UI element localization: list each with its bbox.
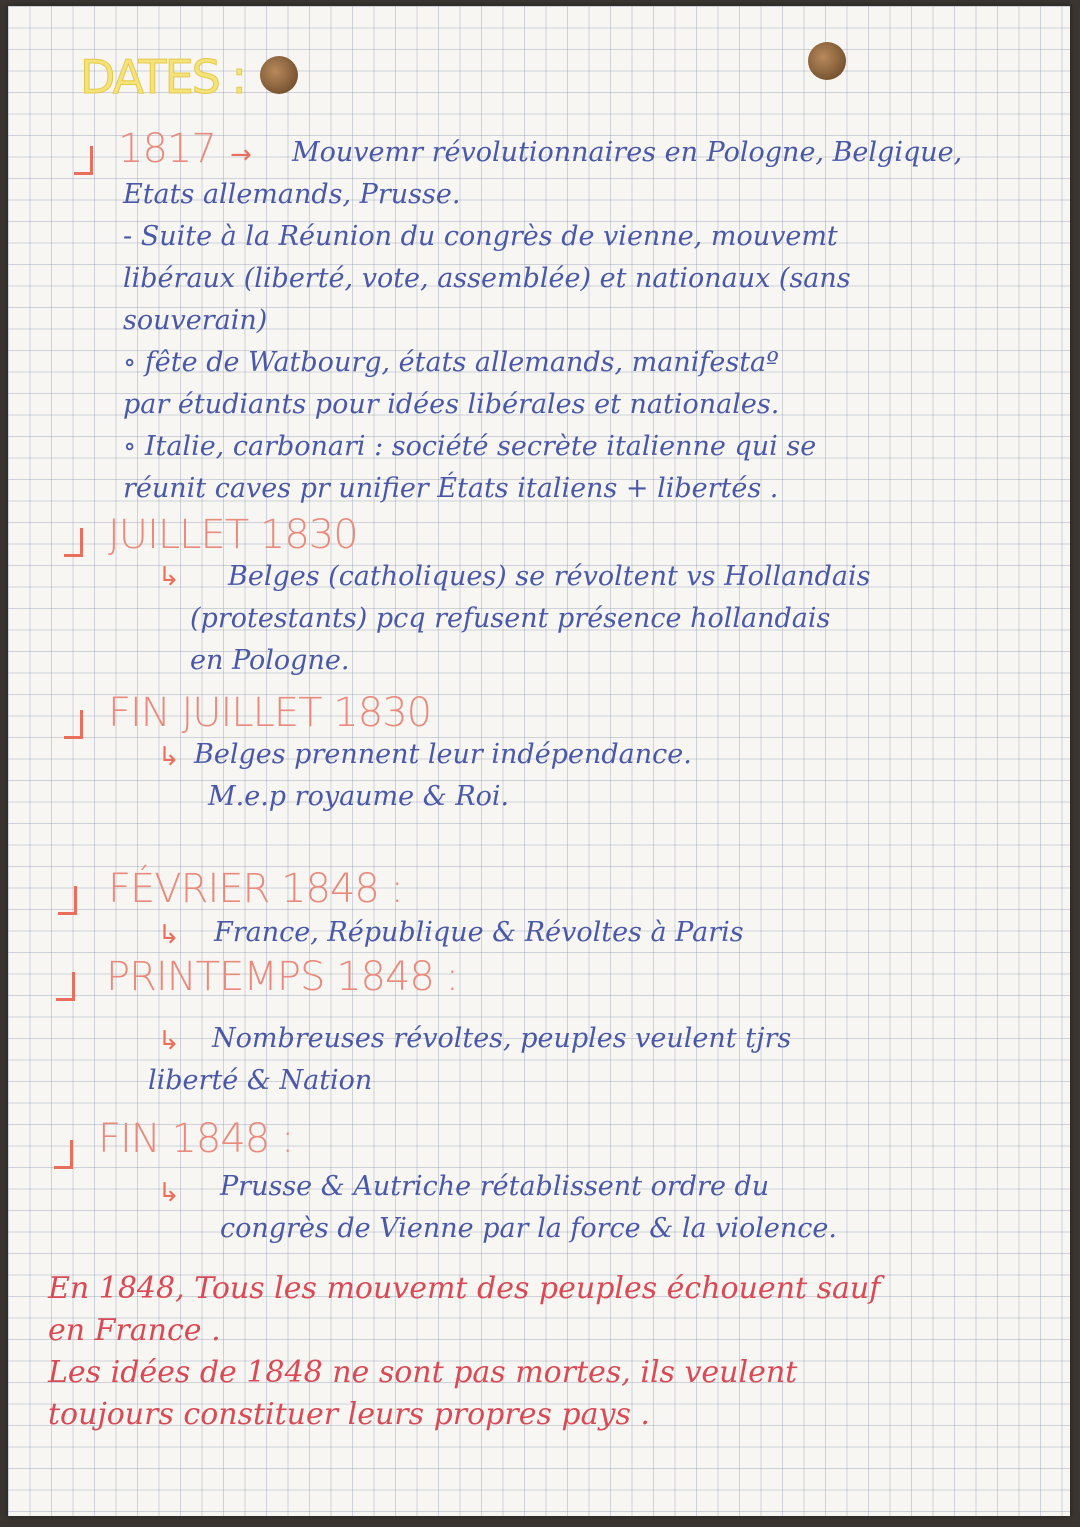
checkbox-marker xyxy=(58,886,77,915)
arrow-icon: ↳ xyxy=(158,562,180,592)
section-text: Etats allemands, Prusse. - Suite à la Réunion du congrès de vienne, mouvemt libéraux (liberté, vote, assemblée) et nationaux (sans souverain) ∘ fête de Watbourg, états allemands, manifestaº par étudiants pour idées libérales et nationales. ∘ Italie, carbonari : société secrète italienne qui se réunit caves pr unifier États italiens + libertés . xyxy=(123,179,851,504)
checkbox-marker xyxy=(56,972,75,1001)
checkbox-marker xyxy=(74,146,93,175)
section-text: Nombreuses révoltes, peuples veulent tjrs liberté & Nation xyxy=(148,1023,792,1096)
section-text: Mouvemr révolutionnaires en Pologne, Belgique, xyxy=(292,137,963,168)
arrow-icon: ↳ xyxy=(158,920,180,950)
binder-hole xyxy=(260,56,298,94)
arrow-icon: ↳ xyxy=(158,1178,180,1208)
checkbox-marker xyxy=(64,710,83,739)
section-date: PRINTEMPS 1848 : xyxy=(106,954,459,1000)
section-text: France, République & Révoltes à Paris xyxy=(214,917,744,948)
checkbox-marker xyxy=(64,528,83,557)
section-date: FIN JUILLET 1830 xyxy=(108,690,432,736)
section-text: Belges (catholiques) se révoltent vs Hollandais (protestants) pcq refusent présence hollandais en Pologne. xyxy=(190,561,871,676)
section-date: FIN 1848 : xyxy=(98,1116,294,1162)
arrow-icon: ↳ xyxy=(158,1026,180,1056)
notebook-page xyxy=(8,6,1070,1516)
section-date: 1817 xyxy=(118,126,216,172)
page-title: DATES : xyxy=(80,50,245,104)
checkbox-marker xyxy=(54,1140,73,1169)
section-date: JUILLET 1830 xyxy=(108,512,358,558)
section-text: Prusse & Autriche rétablissent ordre du congrès de Vienne par la force & la violence. xyxy=(220,1171,837,1244)
binder-hole xyxy=(808,42,846,80)
conclusion-text: En 1848, Tous les mouvemt des peuples échouent sauf en France . Les idées de 1848 ne sont pas mortes, ils veulent toujours constituer leurs propres pays . xyxy=(48,1271,881,1432)
section-date: FÉVRIER 1848 : xyxy=(108,866,404,912)
arrow-icon: ↳ xyxy=(158,742,180,772)
section-text: Belges prennent leur indépendance. M.e.p royaume & Roi. xyxy=(194,739,692,812)
arrow-icon: → xyxy=(230,140,252,170)
